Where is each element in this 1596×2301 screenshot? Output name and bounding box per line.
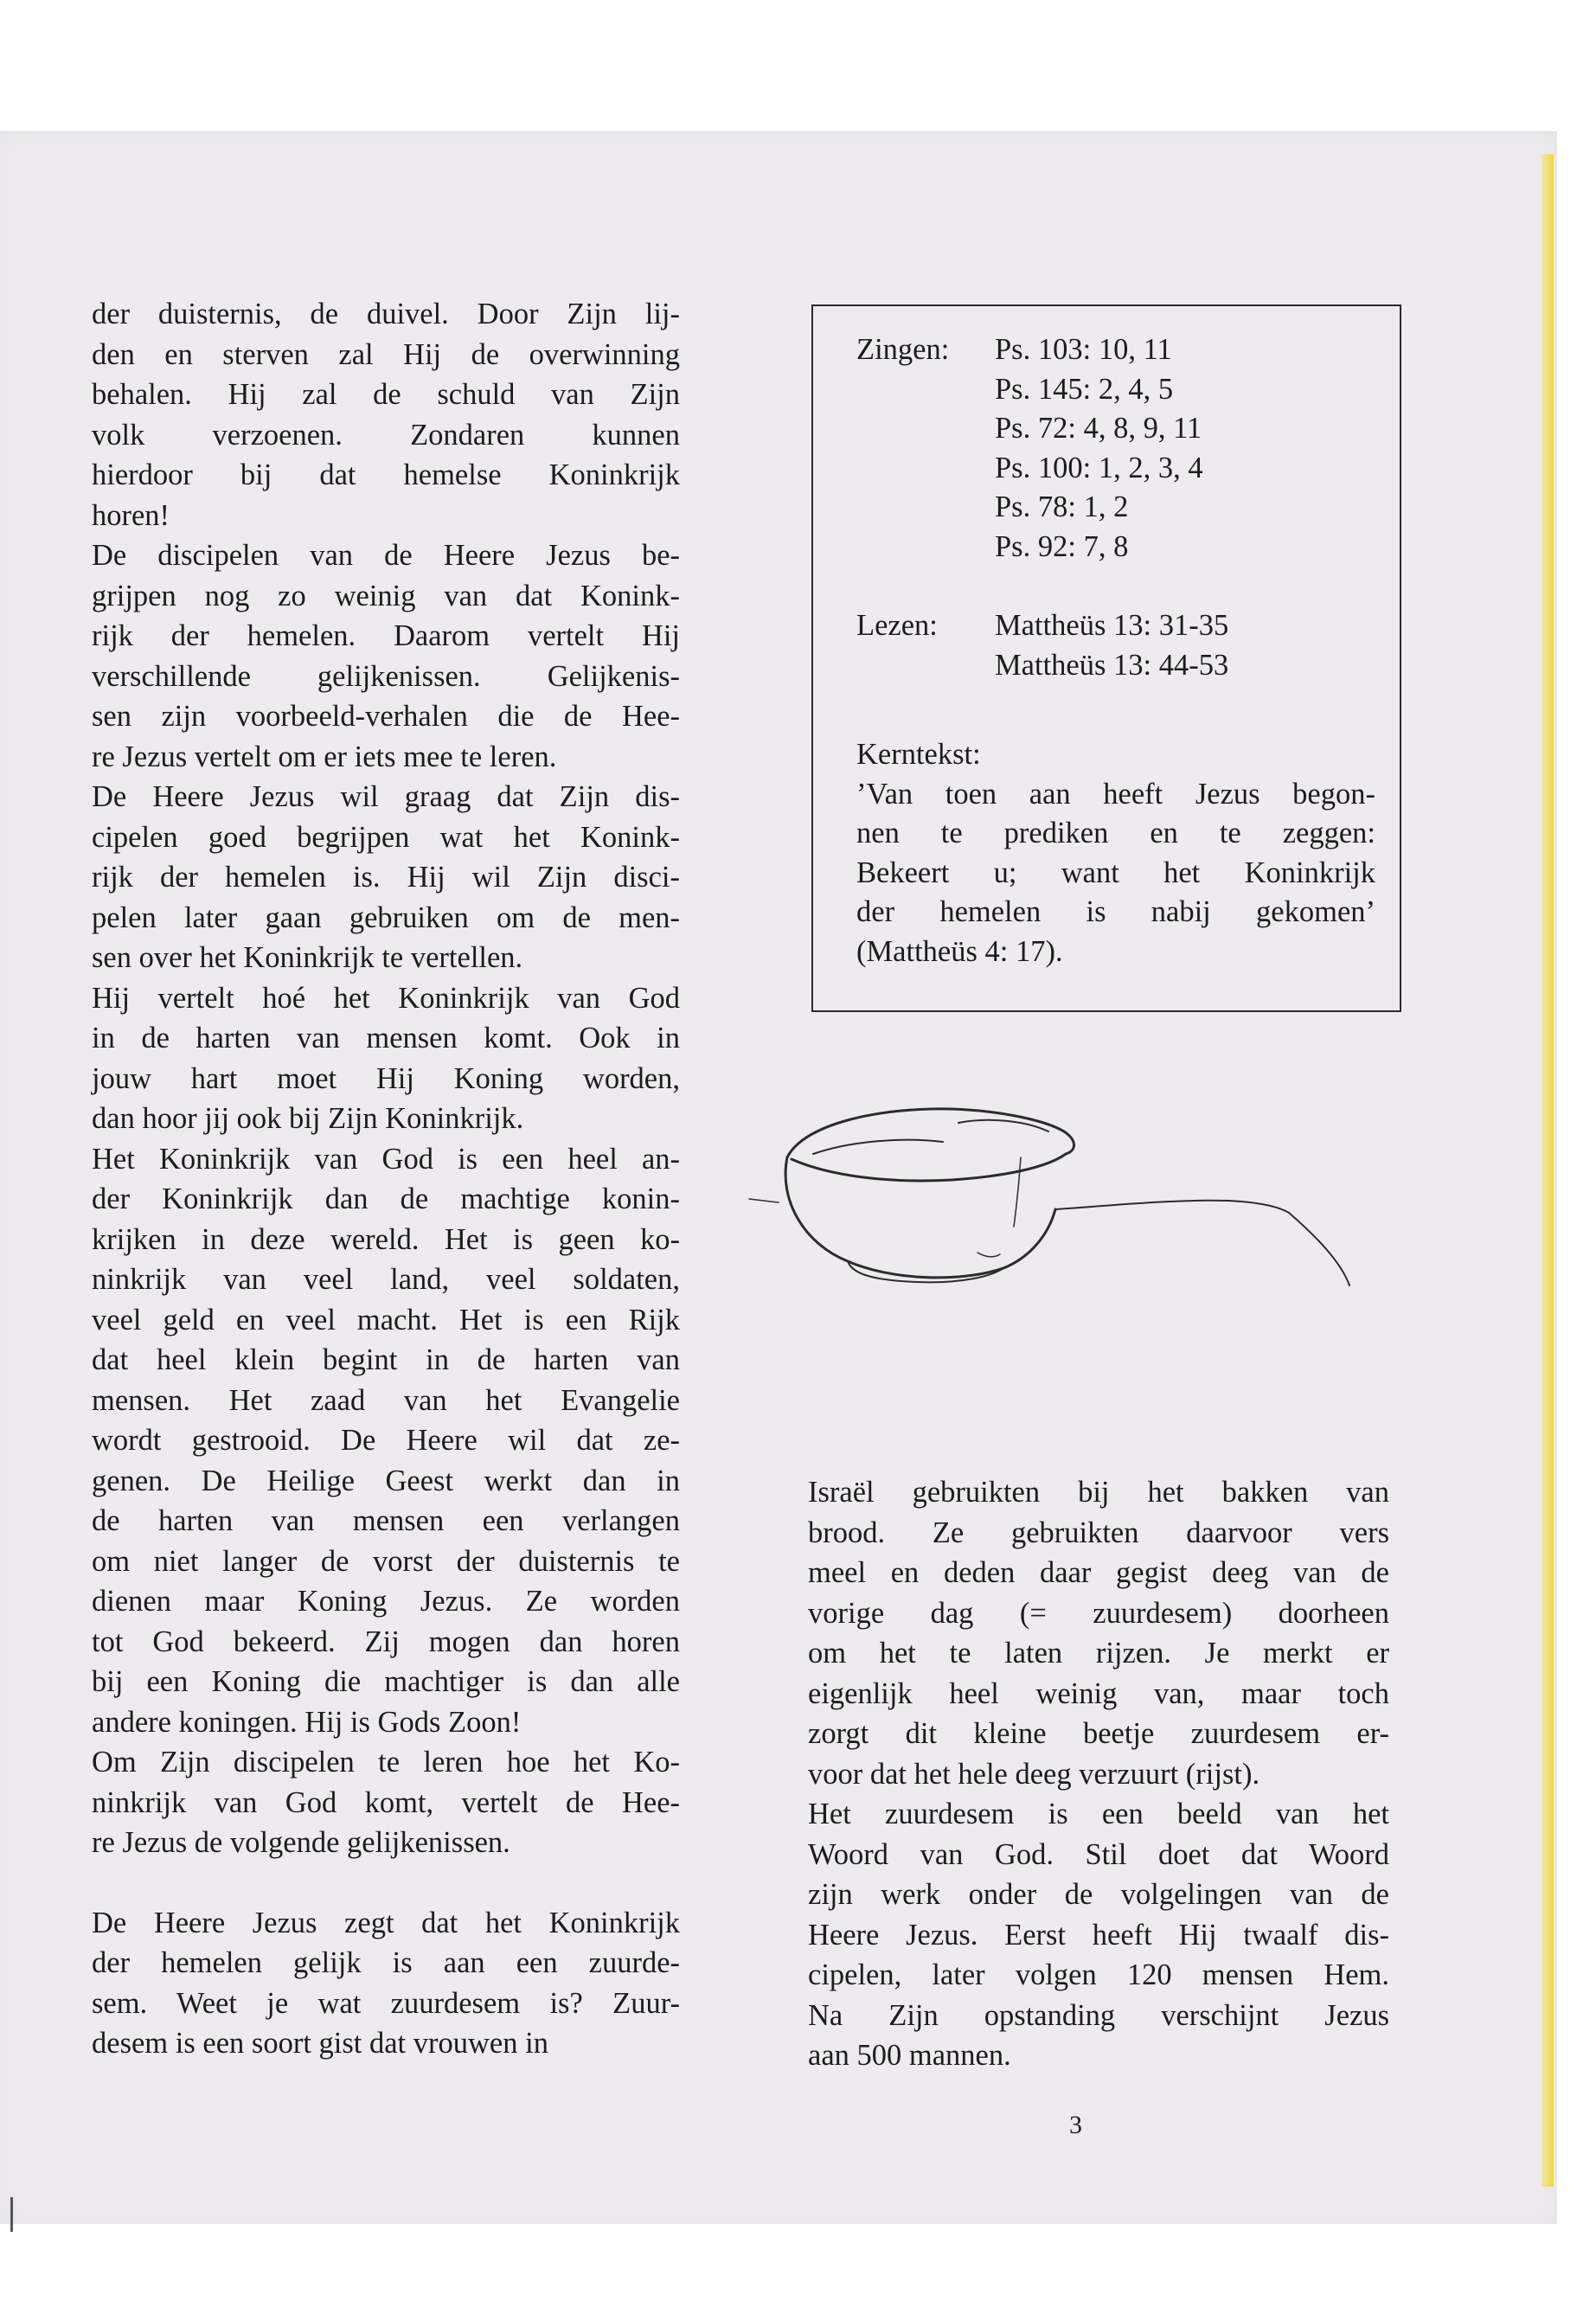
sing-item: Ps. 92: 7, 8: [995, 529, 1129, 563]
right-text-column: [808, 1472, 1389, 2076]
body-text-line: der Koninkrijk dan de machtige konin-: [92, 1183, 680, 1215]
margin-mark: [10, 2197, 13, 2232]
body-text-line: jouw hart moet Hij Koning worden,: [92, 1061, 680, 1095]
body-text-line: Het zuurdesem is een beeld van het: [808, 1798, 1389, 1830]
body-text-line: hierdoor bij dat hemelse Koninkrijk: [92, 458, 680, 491]
body-text-line: verschillende gelijkenissen. Gelijkenis-: [92, 659, 680, 693]
body-text-line: krijken in deze wereld. Het is geen ko-: [92, 1222, 680, 1256]
body-text-line: zijn werk onder de volgelingen van de: [808, 1878, 1389, 1911]
read-item: Mattheüs 13: 31-35: [995, 609, 1229, 642]
key-text-line: nen te prediken en te zeggen:: [856, 817, 1375, 849]
body-text-line: eigenlijk heel weinig van, maar toch: [808, 1676, 1389, 1710]
sing-row-1: [856, 330, 1375, 370]
body-text-line: andere koningen. Hij is Gods Zoon!: [92, 1705, 522, 1739]
key-text-line: Bekeert u; want het Koninkrijk: [856, 856, 1375, 889]
body-text-line: Heere Jezus. Eerst heeft Hij twaalf dis-: [808, 1918, 1389, 1952]
body-text-line: den en sterven zal Hij de overwinning: [92, 337, 680, 371]
body-text-line: sem. Weet je wat zuurdesem is? Zuur-: [92, 1986, 680, 2020]
left-text-column: [92, 294, 680, 2064]
body-text-line: Na Zijn opstanding verschijnt Jezus: [808, 1998, 1389, 2032]
body-text-line: wordt gestrooid. De Heere wil dat ze-: [92, 1424, 680, 1457]
body-text-line: dienen maar Koning Jezus. Ze worden: [92, 1585, 680, 1618]
body-text-line: De discipelen van de Heere Jezus be-: [92, 539, 680, 572]
body-text-line: Het Koninkrijk van God is een heel an-: [92, 1142, 680, 1176]
body-text-line: cipelen, later volgen 120 mensen Hem.: [808, 1958, 1389, 1991]
body-text-line: om het te laten rijzen. Je merkt er: [808, 1637, 1389, 1670]
body-text-line: Woord van God. Stil doet dat Woord: [808, 1837, 1389, 1871]
key-text-label: Kerntekst:: [856, 738, 981, 771]
body-text-line: re Jezus vertelt om er iets mee te leren.: [92, 740, 557, 773]
body-text-line: vorige dag (= zuurdesem) doorheen: [808, 1596, 1389, 1630]
body-text-line: grijpen nog zo weinig van dat Konink-: [92, 579, 680, 612]
page-number: 3: [1069, 2111, 1082, 2139]
body-text-line: Hij vertelt hoé het Koninkrijk van God: [92, 981, 680, 1015]
body-text-line: behalen. Hij zal de schuld van Zijn: [92, 378, 680, 411]
body-text-line: desem is een soort gist dat vrouwen in: [92, 2027, 548, 2060]
body-text-line: rijk der hemelen. Daarom vertelt Hij: [92, 619, 680, 652]
body-text-line: volk verzoenen. Zondaren kunnen: [92, 418, 680, 452]
body-text-line: sen over het Koninkrijk te vertellen.: [92, 941, 523, 974]
sing-item: Ps. 72: 4, 8, 9, 11: [995, 412, 1202, 445]
key-text-line: der hemelen is nabij gekomen’: [856, 895, 1375, 928]
body-text-line: om niet langer de vorst der duisternis te: [92, 1544, 680, 1578]
body-text-line: Israël gebruikten bij het bakken van: [808, 1476, 1389, 1509]
read-label: Lezen:: [856, 609, 938, 642]
body-text-line: brood. Ze gebruikten daarvoor vers: [808, 1516, 1389, 1549]
reading-schedule-box: [811, 304, 1401, 1012]
body-text-line: dat heel klein begint in de harten van: [92, 1343, 680, 1376]
body-text-line: de harten van mensen een verlangen: [92, 1504, 680, 1537]
body-text-line: horen!: [92, 498, 170, 532]
body-text-line: in de harten van mensen komt. Ook in: [92, 1022, 680, 1054]
body-text-line: mensen. Het zaad van het Evangelie: [92, 1383, 680, 1417]
sing-label: Zingen:: [856, 333, 950, 366]
body-text-line: sen zijn voorbeeld-verhalen die de Hee-: [92, 700, 680, 733]
body-text-line: De Heere Jezus zegt dat het Koninkrijk: [92, 1906, 680, 1939]
body-text-line: aan 500 mannen.: [808, 2039, 1011, 2072]
paragraph-gap: [92, 1863, 680, 1903]
page-edge-yellow: [1542, 154, 1554, 2187]
body-text-line: cipelen goed begrijpen wat het Konink-: [92, 820, 680, 854]
body-text-line: voor dat het hele deeg verzuurt (rijst).: [808, 1757, 1260, 1791]
read-row: [856, 606, 1375, 646]
body-text-line: re Jezus de volgende gelijkenissen.: [92, 1826, 510, 1859]
body-text-line: meel en deden daar gegist deeg van de: [808, 1556, 1389, 1589]
body-text-line: der duisternis, de duivel. Door Zijn lij-: [92, 298, 680, 330]
body-text-line: zorgt dit kleine beetje zuurdesem er-: [808, 1717, 1389, 1750]
sing-item: Ps. 100: 1, 2, 3, 4: [995, 451, 1203, 484]
body-text-line: pelen later gaan gebruiken om de men-: [92, 901, 680, 934]
body-text-line: ninkrijk van veel land, veel soldaten,: [92, 1263, 680, 1296]
body-text-line: der hemelen gelijk is aan een zuurde-: [92, 1946, 680, 1979]
sing-item: Ps. 103: 10, 11: [995, 333, 1172, 366]
dough-bowl-illustration: [744, 1097, 1436, 1356]
key-text-line: ’Van toen aan heeft Jezus begon-: [856, 777, 1375, 811]
body-text-line: veel geld en veel macht. Het is een Rijk: [92, 1303, 680, 1336]
body-text-line: bij een Koning die machtiger is dan alle: [92, 1665, 680, 1698]
body-text-line: De Heere Jezus wil graag dat Zijn dis-: [92, 780, 680, 813]
body-text-line: ninkrijk van God komt, vertelt de Hee-: [92, 1785, 680, 1819]
read-item: Mattheüs 13: 44-53: [995, 648, 1229, 682]
body-text-line: dan hoor jij ook bij Zijn Koninkrijk.: [92, 1102, 524, 1135]
sing-item: Ps. 145: 2, 4, 5: [995, 372, 1174, 406]
body-text-line: Om Zijn discipelen te leren hoe het Ko-: [92, 1746, 680, 1779]
sing-item: Ps. 78: 1, 2: [995, 490, 1129, 523]
body-text-line: tot God bekeerd. Zij mogen dan horen: [92, 1625, 680, 1658]
body-text-line: rijk der hemelen is. Hij wil Zijn disci-: [92, 861, 680, 894]
key-text-line: (Mattheüs 4: 17).: [856, 934, 1063, 968]
body-text-line: genen. De Heilige Geest werkt dan in: [92, 1464, 680, 1497]
